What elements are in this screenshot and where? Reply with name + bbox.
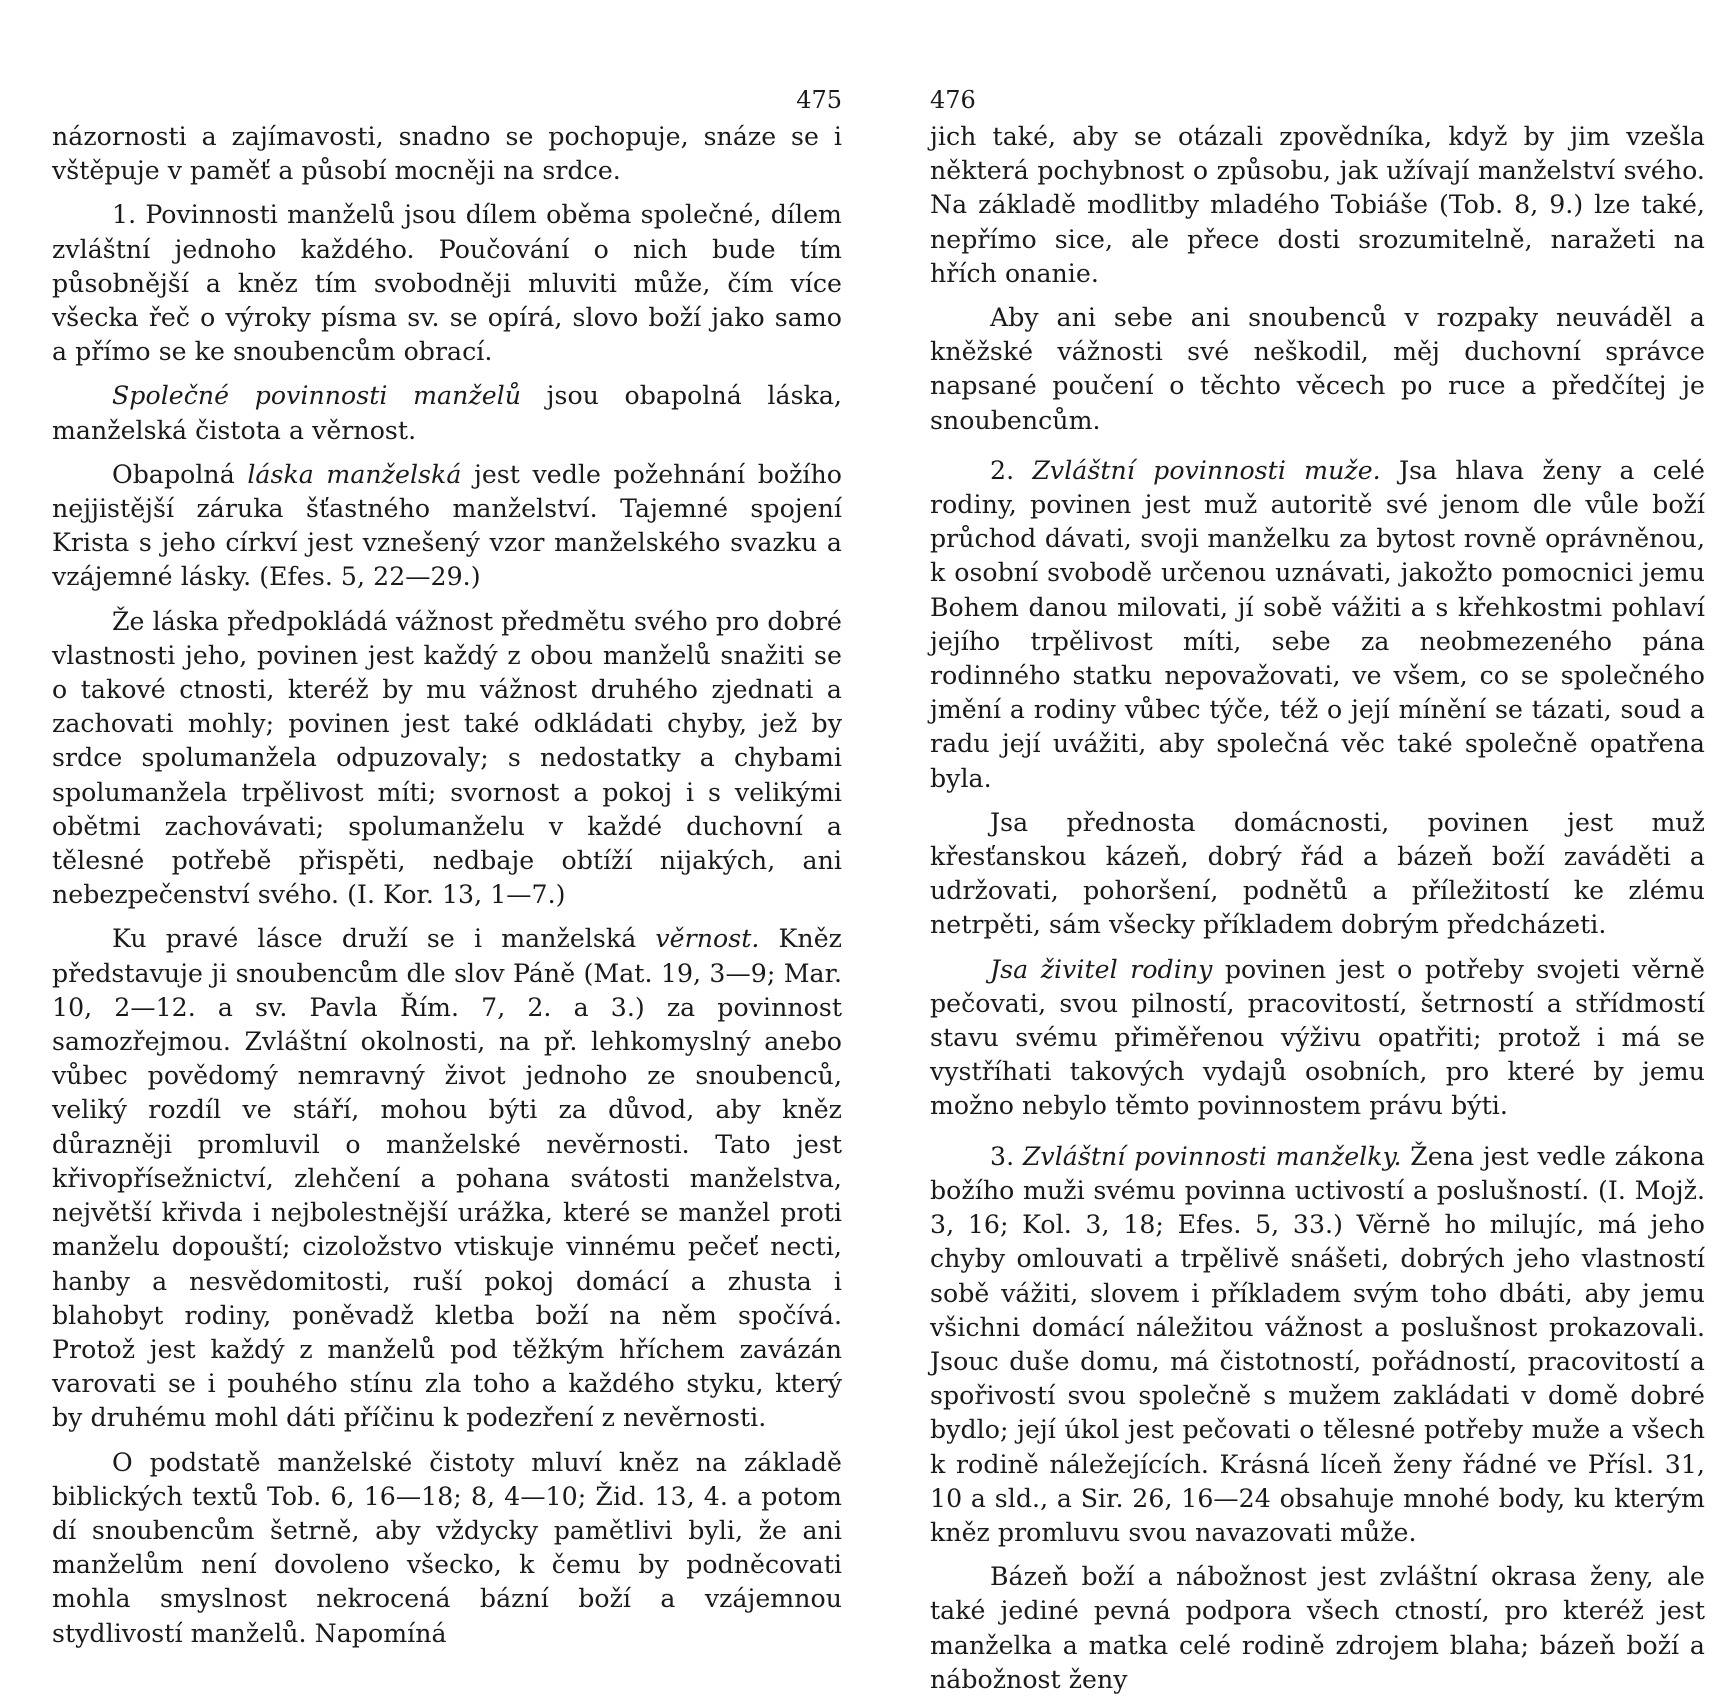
paragraph-text: jest vedle požehnání božího nejjistější záruka šťastného manželství. Tajemné spojení Krista s jeho církví jest vznešený vzor manželského svazku a vzájemné lásky. (Efes. 5, 22—29.) [52,459,843,592]
paragraph-text: 1. Povinnosti manželů jsou dílem oběma společné, dílem zvláštní jednoho každého. Poučování o nich bude tím působnější a kněz tím svobodněji mluviti může, čím více všecka řeč o výroky písma sv. se opírá, slovo boží jako samo a přímo se ke snoubencům obrací. [52,200,842,367]
left-page [52,80,842,1661]
paragraph [930,301,1705,438]
paragraph-text: O podstatě manželské čistoty mluví kněz na základě biblických textů Tob. 6, 16—18; 8, 4—10; Žid. 13, 4. a potom dí snoubencům šetrně, aby vždycky pamětlivi byli, že ani manželům není dovoleno všecko, k čemu by podněcovati mohla smyslnost nekrocená bázní boží a vzájemnou stydlivostí manželů. Napomíná [52,1447,842,1648]
paragraph [52,379,842,447]
paragraph [930,120,1705,291]
paragraph-lead: 2. [990,455,1033,485]
paragraph-text: názornosti a zajímavosti, snadno se pochopuje, snáze se i vštěpuje v paměť a působí mocněji na srdce. [52,122,842,186]
italic-heading: Společné povinnosti manželů [112,381,522,411]
italic-term: věrnost. [655,924,760,954]
italic-term: láska manželská [247,459,462,489]
paragraph-lead: 3. [990,1141,1023,1171]
paragraph-text: Žena jest vedle zákona božího muži svému povinna uctivostí a poslušností. (I. Mojž. 3, 16; Kol. 3, 18; Efes. 5, 33.) Věrně ho milujíc, má jeho chyby omlouvati a trpělivě snášeti, dobrých jeho vlastností sobě vážiti, slovem i příkladem svým toho dbáti, aby jemu všichni domácí náležitou vážnost a poslušnost prokazovali. Jsouc duše domu, má čistotností, pořádností, pracovitostí a spořivostí svou společně s mužem zakládati v domě dobré bydlo; její úkol jest pečovati o tělesné potřeby muže a všech k rodině náležejících. Krásná líceň ženy řádné ve Přísl. 31, 10 a sld., a Sir. 26, 16—24 obsahuje mnohé body, ku kterým kněz promluvu svou navazovati může. [930,1141,1705,1547]
paragraph-lead: Obapolná [112,459,248,489]
paragraph [930,454,1705,796]
paragraph-text: Že láska předpokládá vážnost předmětu svého pro dobré vlastnosti jeho, povinen jest každý z obou manželů snažiti se o takové ctnosti, kteréž by mu vážnost druhého zjednati a zachovati mohly; povinen jest také odkládati chyby, jež by srdce spolumanžela odpuzovaly; s nedostatky a chybami spolumanžela trpělivost míti; svornost a pokoj i s velikými obětmi zachovávati; spolumanželu v každé duchovní a tělesné potřebě přispěti, nedbaje obtíží nijakých, ani nebezpečenství svého. (I. Kor. 13, 1—7.) [52,606,842,910]
italic-heading: Zvláštní povinnosti manželky. [1022,1141,1402,1171]
paragraph [52,1446,842,1651]
paragraph [930,1140,1705,1550]
paragraph [52,458,842,595]
paragraph-text: jsou obapolná láska, manželská čistota a věrnost. [52,381,842,445]
paragraph-text: Jsa přednosta domácnosti, povinen jest muž křesťanskou kázeň, dobrý řád a bázeň boží zaváděti a udržovati, pohoršení, podnětů a příležitostí ke zlému netrpěti, sám všecky příkladem dobrým předcházeti. [930,807,1705,940]
paragraph-lead: Ku pravé lásce druží se i manželská [112,924,656,954]
paragraph-text: Jsa hlava ženy a celé rodiny, povinen jest muž autoritě své jenom dle vůle boží průchod dávati, svoji manželku za bytost rovně oprávněnou, k osobní svobodě určenou uznávati, jakožto pomocnici jemu Bohem danou milovati, jí sobě vážiti a s křehkostmi pohlaví jejího trpělivost míti, sebe za neobmezeného pána rodinného statku nepovažovati, ve všem, co se společného jmění a rodiny vůbec týče, též o její mínění se tázati, soud a radu její uvážiti, aby společná věc také společně opatřena byla. [930,455,1705,793]
paragraph-text: jich také, aby se otázali zpovědníka, když by jim vzešla některá pochybnost o způsobu, jak užívají manželství svého. Na základě modlitby mladého Tobiáše (Tob. 8, 9.) lze také, nepřímo sice, ale přece dosti srozumitelně, naražeti na hřích onanie. [930,122,1705,288]
italic-heading: Zvláštní povinnosti muže. [1032,455,1381,485]
paragraph-text: Kněz představuje ji snoubencům dle slov Páně (Mat. 19, 3—9; Mar. 10, 2—12. a sv. Pavla Řím. 7, 2. a 3.) za povinnost samozřejmou. Zvláštní okolnosti, na př. lehkomyslný anebo vůbec povědomý nemravný život jednoho ze snoubenců, veliký rozdíl ve stáří, mohou býti za důvod, aby kněz důrazněji promluvil o manželské nevěrnosti. Tato jest křivopřísežnictví, zlehčení a pohana svátosti manželstva, největší křivda i nejbolestnější urážka, které se manžel proti manželu dopouští; cizoložstvo vtiskuje vinnému pečeť necti, hanby a nesvědomitosti, ruší pokoj domácí a zhusta i blahobyt rodiny, poněvadž kletba boží na něm spočívá. Protož jest každý z manželů pod těžkým hříchem zavázán varovati se i pouhého stínu zla toho a každého styku, který by druhému mohl dáti příčinu k podezření z nevěrnosti. [52,924,842,1433]
paragraph-text: Aby ani sebe ani snoubenců v rozpaky neuváděl a kněžské vážnosti své neškodil, měj duchovní správce napsané poučení o těchto věcech po ruce a předčítej je snoubencům. [930,303,1705,435]
paragraph [52,120,842,188]
right-page [930,80,1705,1707]
paragraph [930,806,1705,943]
paragraph-text: povinen jest o potřeby svojeti věrně pečovati, svou pilností, pracovitostí, šetrností a střídmostí stavu svému přiměřenou výživu opatřiti; protož i má se vystříhati takových vydajů osobních, pro které by jemu možno nebylo těmto povinnostem právu býti. [930,954,1705,1121]
paragraph [930,1560,1705,1697]
paragraph [52,922,842,1435]
paragraph-text: Bázeň boží a nábožnost jest zvláštní okrasa ženy, ale také jediné pevná podpora všech ctností, pro kteréž jest manželka a matka celé rodině zdrojem blaha; bázeň boží a nábožnost ženy [930,1562,1705,1694]
paragraph [930,953,1705,1124]
paragraph [52,605,842,913]
page-number: 475 [796,86,842,114]
page-number: 476 [930,86,976,114]
italic-heading: Jsa živitel rodiny [990,954,1213,984]
paragraph [52,198,842,369]
